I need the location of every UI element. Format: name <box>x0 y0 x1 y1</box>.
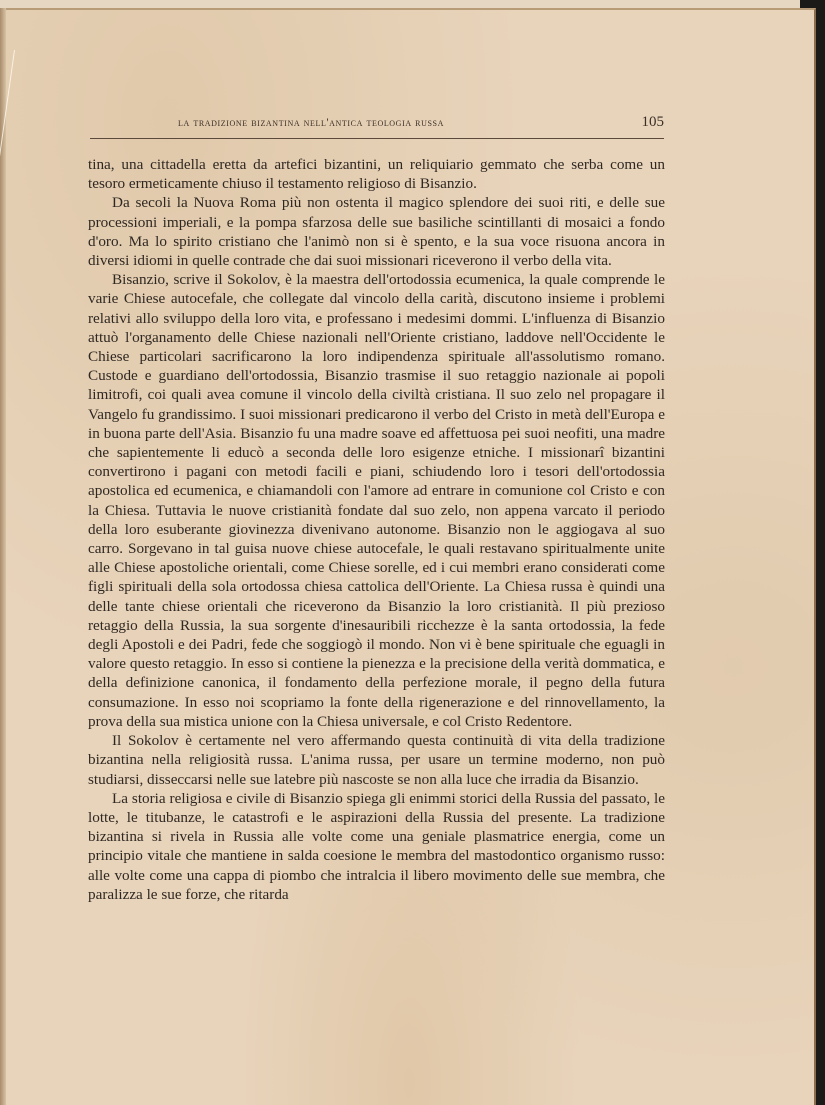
page-binding-shadow <box>0 8 6 1105</box>
paragraph: Bisanzio, scrive il Sokolov, è la maestra dell'ortodossia ecumenica, la quale comprende le varie Chiese autocefale, che collegate dal vincolo della carità, discutono insieme i problemi relativi allo sviluppo della loro vita, e professano i medesimi dommi. L'influenza di Bisanzio attuò l'organamento delle Chiese nazionali nell'Oriente cristiano, laddove nell'Occidente le Chiese particolari sacrificarono la loro indipendenza spirituale all'assolutismo romano. Custode e guardiano dell'ortodossia, Bisanzio trasmise il suo retaggio nazionale ai popoli limitrofi, coi quali avea comune il vincolo della civiltà cristiana. Il suo zelo nel propagare il Vangelo fu grandissimo. I suoi missionari predicarono il verbo del Cristo in metà dell'Europa e in buona parte dell'Asia. Bisanzio fu una madre soave ed affettuosa pei suoi neofiti, una madre che sapientemente li educò a seconda delle loro esigenze etniche. I missionarî bizantini convertirono i pagani con metodi facili e piani, schiudendo loro i tesori dell'ortodossia apostolica ed ecumenica, e chiamandoli con l'amore ad entrare in comunione col Cristo e con la Chiesa. Tuttavia le nuove cristianità fondate dal suo zelo, non appena varcato il periodo della loro esuberante giovinezza divenivano autonome. Bisanzio non le aggiogava al suo carro. Sorgevano in tal guisa nuove chiese autocefale, le quali restavano spiritualmente unite alle Chiese apostoliche orientali, come Chiese sorelle, ed i cui membri erano considerati come figli spirituali della sola ortodossa chiesa cattolica dell'Oriente. La Chiesa russa è quindi una delle tante chiese orientali che riceverono da Bisanzio la loro cristianità. Il più prezioso retaggio della Russia, la sua sorgente d'inesauribili ricchezze è la santa ortodossia, la fede degli Apostoli e dei Padri, fede che soggiogò il mondo. Non vi è bene spirituale che eguagli in valore questo retaggio. In esso si contiene la pienezza e la precisione della verità dommatica, e della definizione canonica, il fondamento della perfezione morale, il pegno della futura consumazione. In esso noi scopriamo la fonte della rigenerazione e del rinnovellamento, la prova della sua mistica unione con la Chiesa universale, e col Cristo Redentore. <box>88 271 665 730</box>
paragraph: Il Sokolov è certamente nel vero affermando questa continuità di vita della tradizione bizantina nella religiosità russa. L'anima russa, per usare un termine moderno, non può studiarsi, disseccarsi nelle sue latebre più nascoste se non alla luce che irradia da Bisanzio. <box>88 732 665 788</box>
page-number: 105 <box>641 114 664 130</box>
body-text <box>88 155 665 904</box>
paragraph: Da secoli la Nuova Roma più non ostenta il magico splendore dei suoi riti, e delle sue processioni imperiali, e la pompa sfarzosa delle sue basiliche scintillanti di mosaici a fondo d'oro. Ma lo spirito cristiano che l'animò non si è spento, e la sua voce risuona ancora in diversi idiomi in quelle contrade che dai suoi missionari riceverono il verbo della vita. <box>88 194 665 270</box>
paragraph: tina, una cittadella eretta da artefici bizantini, un reliquiario gemmato che serba come un tesoro ermeticamente chiuso il testamento religioso di Bisanzio. <box>88 156 665 193</box>
paragraph: La storia religiosa e civile di Bisanzio spiega gli enimmi storici della Russia del passato, le lotte, le titubanze, le catastrofi e le aspirazioni della Russia del presente. La tradizione bizantina si rivela in Russia alle volte come una geniale plasmatrice energia, come un principio vitale che mantiene in salda coesione le membra del mastodontico organismo russo: alle volte come una cappa di piombo che intralcia il libero movimento delle sue membra, che paralizza le sue forze, che ritarda <box>88 789 665 903</box>
running-title: la tradizione bizantina nell'antica teologia russa <box>178 117 444 129</box>
running-header <box>90 114 664 139</box>
